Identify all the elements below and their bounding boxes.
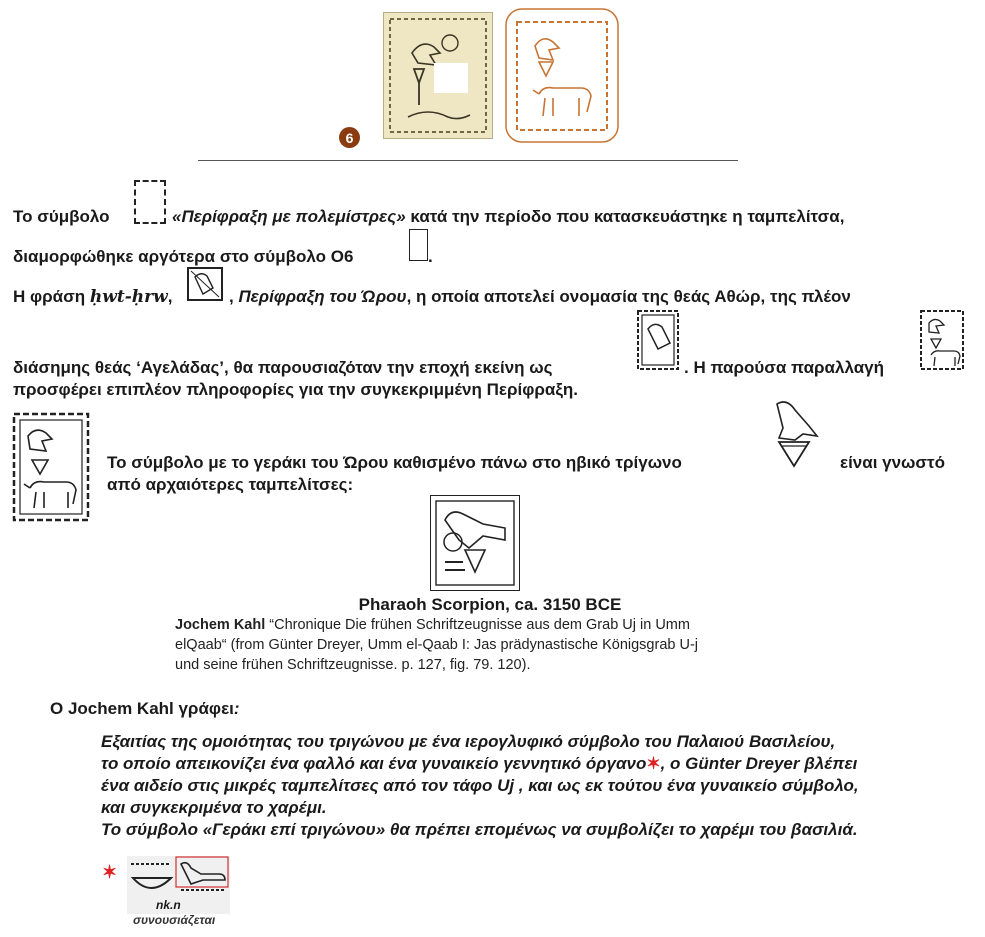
kahl-intro — [50, 699, 240, 719]
o6-glyph-icon — [409, 229, 428, 261]
para2-line1-b — [229, 287, 851, 307]
quote-line-2-b: , ο Günter Dreyer βλέπει — [660, 754, 858, 773]
quote-line-2 — [101, 753, 859, 775]
citation-author: Jochem Kahl — [175, 617, 266, 633]
para1-line1 — [13, 207, 110, 227]
quote-line-5: Το σύμβολο «Γεράκι επί τριγώνου» θα πρέπει επομένως να συμβολίζει το χαρέμι του βασιλιά. — [101, 820, 858, 839]
scorpion-label-image — [430, 495, 520, 591]
hwt-hrw-glyph-icon — [187, 267, 223, 301]
para1-term: «Περίφραξη με πολεμίστρες» — [172, 207, 406, 226]
falcon-cow-large-icon — [12, 412, 90, 522]
para1-line2 — [13, 247, 353, 267]
red-star-icon: ✶ — [646, 754, 661, 773]
citation-text-1: “Chronique Die frühen Schriftzeugnisse aus dem Grab Uj in Umm — [269, 617, 690, 633]
falcon-triangle-drawing-icon — [771, 398, 821, 468]
falcon-cow-glyph-large-icon — [12, 412, 90, 522]
para2-line1-a — [13, 287, 172, 307]
citation-line-1 — [175, 615, 795, 635]
falcon-cow-small-icon — [919, 309, 965, 371]
para1-text-c: κατά την περίοδο που κατασκευάστηκε η ταμπελίτσα, — [410, 207, 845, 226]
quote-line-1: Εξαιτίας της ομοιότητας του τριγώνου με ένα ιερογλυφικό σύμβολο του Παλαιού Βασιλείου, — [101, 732, 836, 751]
kahl-quote — [101, 731, 859, 841]
para2-text-a: Η φράση — [13, 287, 86, 306]
para1-text-a: Το σύμβολο — [13, 207, 110, 226]
stela-drawing — [505, 8, 619, 143]
footnote-star: ✶ — [102, 862, 118, 882]
stela-photo — [383, 12, 493, 139]
para2-line3: προσφέρει επιπλέον πληροφορίες για την συγκεκριμμένη Περίφραξη. — [13, 380, 579, 399]
para2-term: Περίφραξη του Ώρου — [238, 287, 407, 306]
para2-line2: διάσημης θεάς ‘Αγελάδας’, θα παρουσιαζόταν την εποχή εκείνη ως — [13, 358, 553, 377]
para2-line2-b: . Η παρούσα παραλλαγή — [684, 358, 884, 377]
footnote-translit: nk.n — [156, 898, 181, 912]
scorpion-label-icon — [431, 496, 519, 590]
kahl-intro-colon: : — [233, 699, 240, 718]
para3-line2: από αρχαιότερες ταμπελίτσες: — [107, 475, 354, 494]
falcon-on-triangle-icon — [771, 398, 821, 468]
para2-comma: , — [167, 287, 173, 306]
footnote-gloss: συνουσιάζεται — [133, 913, 216, 927]
quote-line-3: ένα αιδείο στις μικρές ταμπελίτσες από τον τάφο Uj , και ως εκ τούτου ένα γυναικείο σύμβολο, — [101, 776, 859, 795]
para3-line1: Το σύμβολο με το γεράκι του Ώρου καθισμένο πάνω στο ηβικό τρίγωνο — [107, 453, 682, 472]
quote-line-4: και συγκεκριμένα το χαρέμι. — [101, 798, 327, 817]
para2-translit: ḥwt-ḥrw — [89, 287, 168, 307]
figure-number-badge: 6 — [339, 127, 360, 148]
falcon-enclosure-photo-icon — [384, 13, 492, 138]
para1-line2-text: διαμορφώθηκε αργότερα στο σύμβολο O6 — [13, 247, 354, 266]
para2-text-e: , η οποία αποτελεί ονομασία της θεάς Αθώρ, της πλέον — [406, 287, 851, 306]
enclosure-glyph-icon — [134, 180, 166, 224]
quote-line-2-a: το οποίο απεικονίζει ένα φαλλό και ένα γυναικείο γεννητικό όργανο — [101, 754, 647, 773]
falcon-crenellated-icon — [636, 309, 680, 371]
divider-line — [198, 160, 738, 161]
falcon-cow-enclosure-icon — [505, 8, 619, 143]
figure-citation — [175, 615, 795, 675]
falcon-cow-glyph-small-icon — [919, 309, 965, 371]
figure-caption: Pharaoh Scorpion, ca. 3150 BCE — [358, 595, 622, 614]
citation-line-3: und seine frühen Schriftzeugnisse. p. 127, fig. 79. 120). — [175, 657, 531, 673]
falcon-in-enclosure-icon — [187, 267, 223, 301]
hwt-hrw-crenellated-glyph-icon — [636, 309, 680, 371]
citation-line-2: elQaab“ (from Günter Dreyer, Umm el-Qaab I: Jas prädynastische Königsgrab U-j — [175, 637, 699, 653]
para1-period: . — [428, 247, 433, 266]
para3-line1-b: είναι γνωστό — [840, 453, 946, 472]
para2-comma2: , — [229, 287, 234, 306]
kahl-intro-text: Ο Jochem Kahl γράφει — [50, 699, 234, 718]
para1-line1-rest — [172, 207, 844, 227]
